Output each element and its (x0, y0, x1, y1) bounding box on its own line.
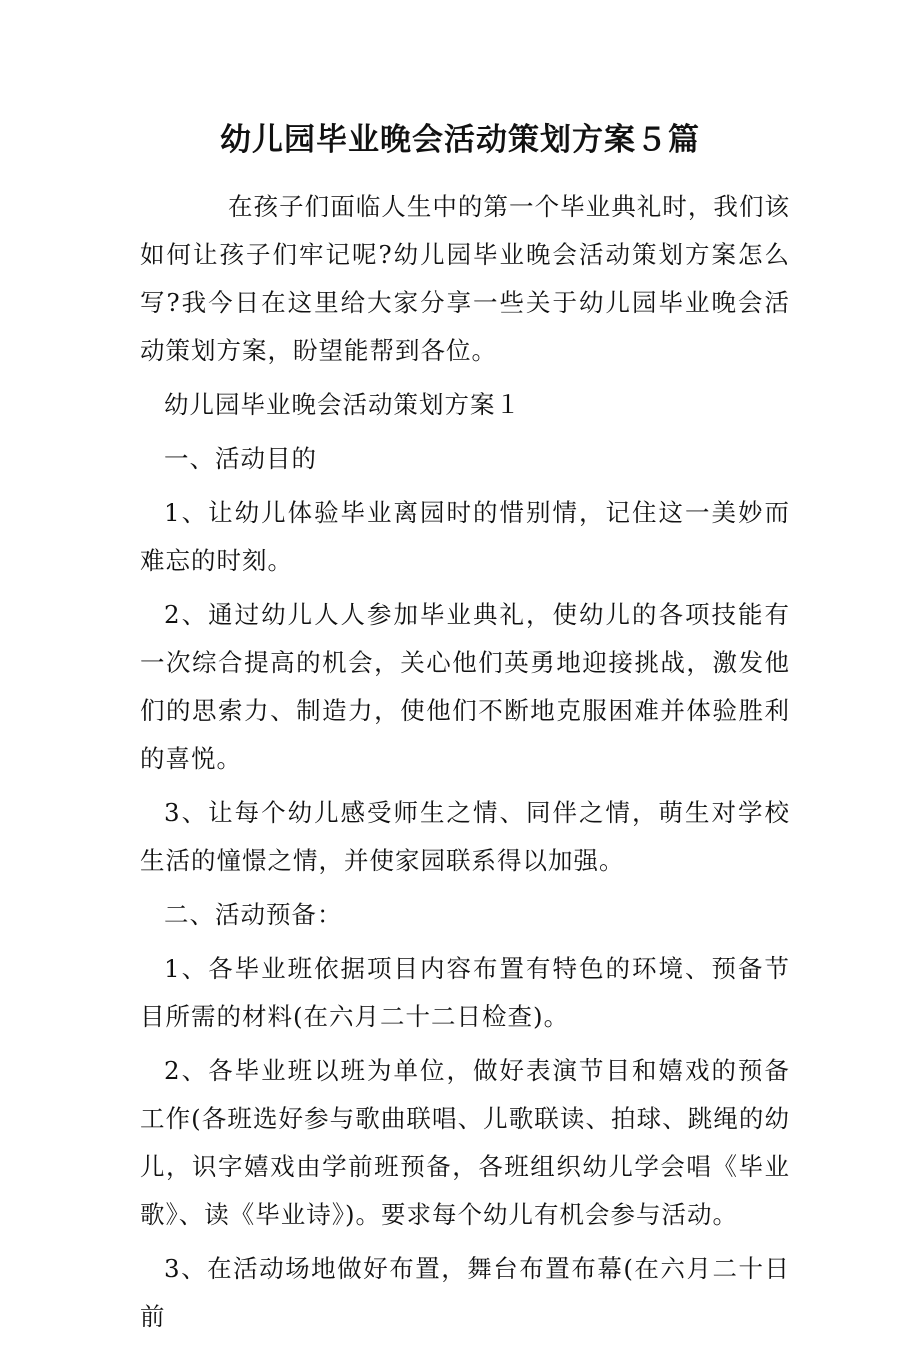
goal-item-2: 2、通过幼儿人人参加毕业典礼，使幼儿的各项技能有一次综合提高的机会，关心他们英勇地迎接挑战，激发他们的思索力、制造力，使他们不断地克服困难并体验胜利的喜悦。 (140, 600, 790, 773)
section-heading-preparation: 二、活动预备： (164, 900, 343, 929)
goal-item-1: 1、让幼儿体验毕业离园时的惜别情，记住这一美妙而难忘的时刻。 (140, 498, 790, 575)
section-heading-goals: 一、活动目的 (164, 444, 317, 473)
intro-paragraph: 在孩子们面临人生中的第一个毕业典礼时，我们该如何让孩子们牢记呢?幼儿园毕业晚会活动策划方案怎么写?我今日在这里给大家分享一些关于幼儿园毕业晚会活动策划方案，盼望能帮到各位。 (140, 192, 790, 365)
document-title: 幼儿园毕业晚会活动策划方案５篇 (220, 122, 700, 158)
preparation-item-2: 2、各毕业班以班为单位，做好表演节目和嬉戏的预备工作(各班选好参与歌曲联唱、儿歌联读、拍球、跳绳的幼儿，识字嬉戏由学前班预备，各班组织幼儿学会唱《毕业歌》、读《毕业诗》)。要求每个幼儿有机会参与活动。 (140, 1056, 790, 1229)
preparation-item-3: 3、在活动场地做好布置，舞台布置布幕(在六月二十日前 (140, 1254, 790, 1331)
goal-item-3: 3、让每个幼儿感受师生之情、同伴之情，萌生对学校生活的憧憬之情，并使家园联系得以加强。 (140, 798, 790, 875)
preparation-item-1: 1、各毕业班依据项目内容布置有特色的环境、预备节目所需的材料(在六月二十二日检查)。 (140, 954, 790, 1031)
section-heading-plan-1: 幼儿园毕业晚会活动策划方案１ (164, 390, 521, 419)
document-body (140, 183, 790, 1347)
